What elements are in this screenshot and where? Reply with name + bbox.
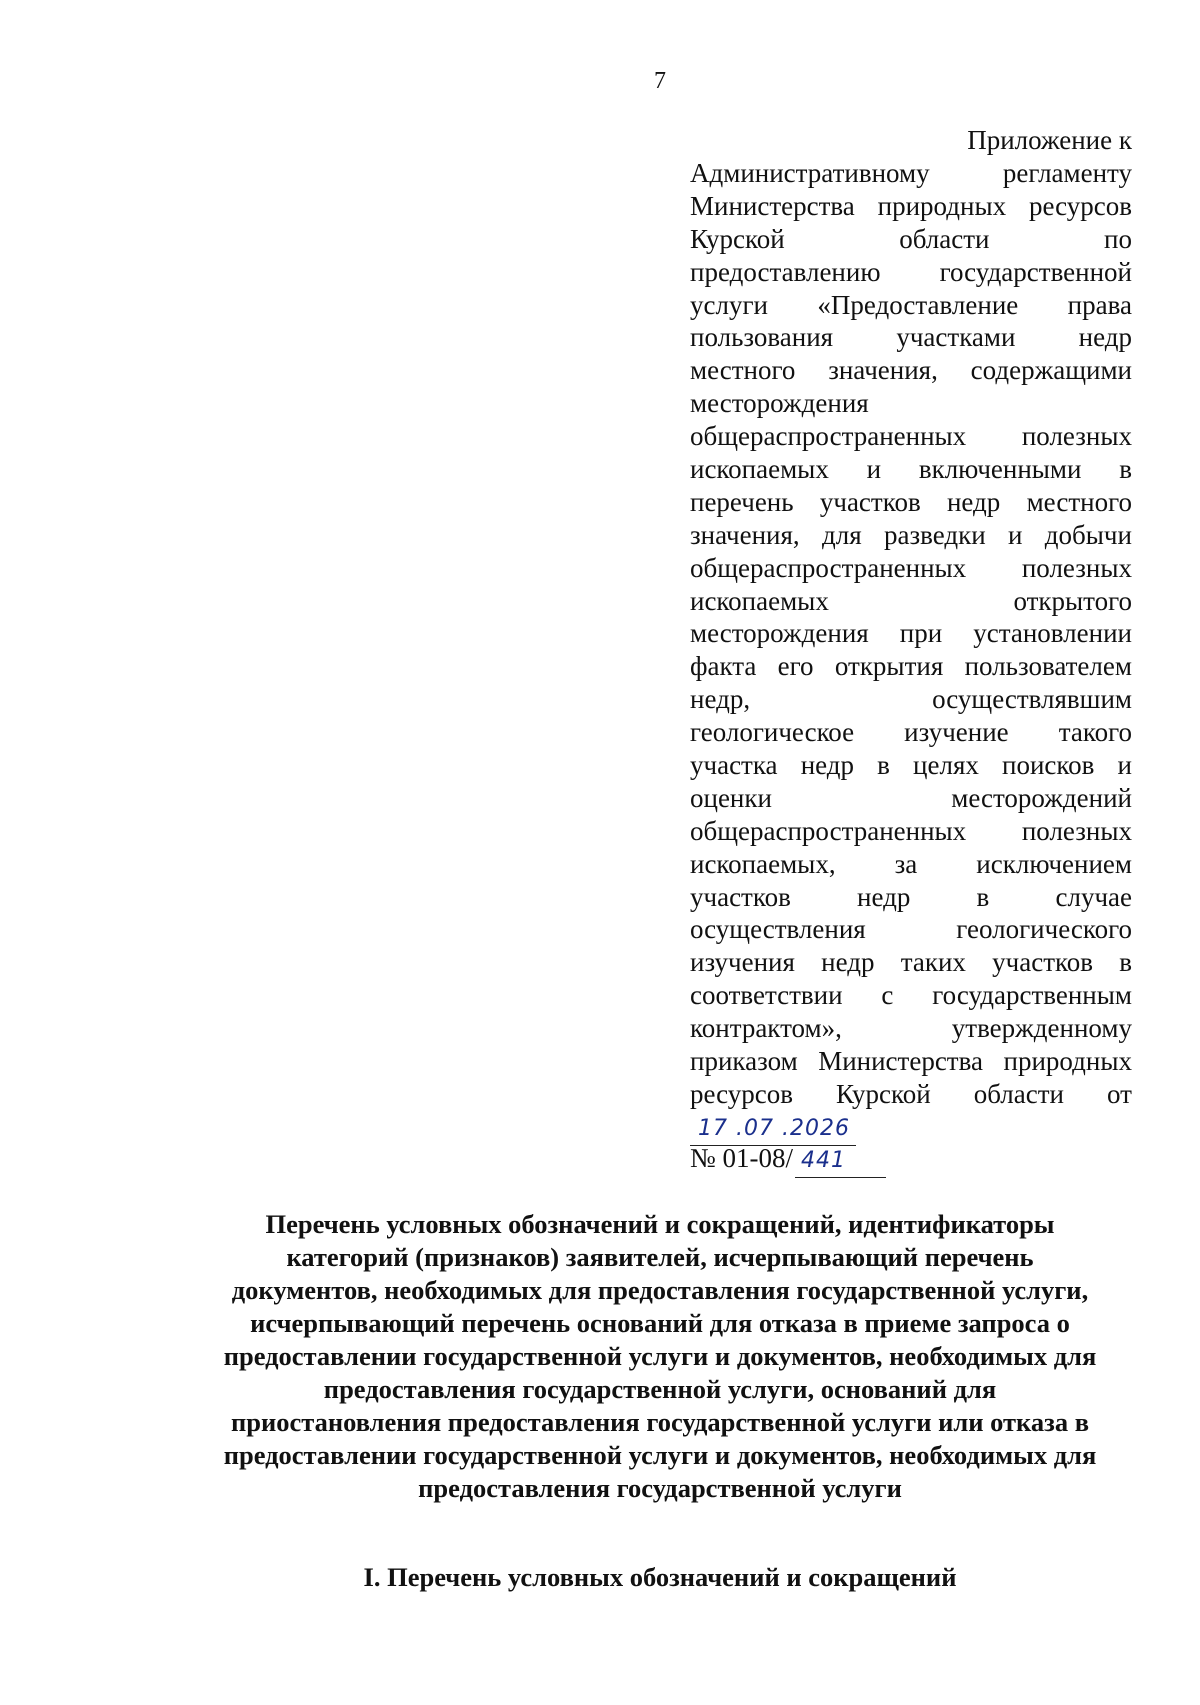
appendix-word: для bbox=[822, 519, 862, 550]
document-title bbox=[160, 1208, 1160, 1505]
appendix-word: Административному bbox=[690, 158, 930, 188]
appendix-word: таких bbox=[900, 947, 966, 978]
appendix-line bbox=[690, 486, 1132, 519]
appendix-word: поисков bbox=[1002, 750, 1095, 781]
appendix-word: в bbox=[1119, 947, 1132, 978]
appendix-word: с bbox=[881, 980, 894, 1011]
appendix-word: недр bbox=[857, 881, 911, 912]
appendix-word: изучения bbox=[690, 947, 795, 978]
appendix-word: местного bbox=[690, 355, 796, 386]
appendix-word: исключением bbox=[976, 848, 1132, 879]
appendix-word: Министерства bbox=[818, 1046, 983, 1077]
appendix-word: участка bbox=[690, 750, 778, 781]
title-line: категорий (признаков) заявителей, исчерпывающий перечень bbox=[286, 1242, 1034, 1272]
appendix-word: услуги bbox=[690, 289, 768, 320]
appendix-line bbox=[690, 519, 1132, 552]
appendix-word: перечень bbox=[690, 486, 794, 517]
appendix-word: ископаемых, bbox=[690, 848, 836, 879]
appendix-word: от bbox=[1107, 1078, 1132, 1109]
handwritten-date: 17 .07 .2026 bbox=[690, 1113, 856, 1146]
appendix-word: государственным bbox=[932, 980, 1132, 1011]
appendix-line bbox=[690, 749, 1132, 782]
appendix-word: целях bbox=[913, 750, 979, 781]
appendix-word: добычи bbox=[1044, 519, 1132, 550]
appendix-word: по bbox=[1104, 223, 1132, 254]
appendix-line bbox=[690, 650, 1132, 683]
appendix-line bbox=[690, 223, 1132, 256]
appendix-word: недр bbox=[946, 486, 1001, 517]
appendix-word: предоставлению bbox=[690, 256, 881, 287]
appendix-word: общераспространенных bbox=[690, 552, 967, 583]
appendix-word: геологического bbox=[956, 914, 1132, 945]
appendix-word: установлении bbox=[973, 618, 1132, 649]
appendix-word: осуществлявшим bbox=[932, 684, 1132, 715]
appendix-word: при bbox=[899, 618, 943, 649]
appendix-word: и bbox=[1117, 750, 1132, 781]
appendix-word: участков bbox=[992, 947, 1093, 978]
title-line: документов, необходимых для предоставления государственной услуги, bbox=[231, 1275, 1089, 1305]
appendix-word: соответствии bbox=[690, 980, 843, 1011]
appendix-word: участков bbox=[690, 881, 791, 912]
section-title: I. Перечень условных обозначений и сокращений bbox=[363, 1562, 957, 1592]
handwritten-order-number: 441 bbox=[795, 1145, 886, 1178]
appendix-word: месторождений bbox=[951, 782, 1132, 813]
appendix-word: государственной bbox=[939, 256, 1132, 287]
appendix-line bbox=[690, 1012, 1132, 1045]
appendix-word: открытия bbox=[834, 651, 944, 682]
appendix-line bbox=[690, 321, 1132, 354]
appendix-line bbox=[690, 387, 1132, 420]
appendix-word: общераспространенных bbox=[690, 815, 967, 846]
appendix-word: ресурсов bbox=[1028, 190, 1132, 221]
appendix-word: факта bbox=[690, 651, 757, 682]
appendix-line bbox=[690, 782, 1132, 815]
appendix-word: и bbox=[866, 454, 882, 485]
appendix-word: полезных bbox=[1021, 815, 1132, 846]
appendix-line bbox=[690, 552, 1132, 585]
appendix-word: геологическое bbox=[690, 717, 855, 748]
title-line: предоставлении государственной услуги и документов, необходимых для bbox=[223, 1440, 1097, 1470]
appendix-word: Курской bbox=[836, 1078, 931, 1109]
appendix-line bbox=[690, 289, 1132, 322]
appendix-word: его bbox=[777, 651, 814, 682]
appendix-word: значения, bbox=[828, 355, 938, 386]
appendix-word: общераспространенных bbox=[690, 421, 967, 452]
appendix-line bbox=[690, 683, 1132, 716]
title-line: предоставления государственной услуги, оснований для bbox=[323, 1374, 997, 1404]
appendix-line bbox=[690, 716, 1132, 749]
appendix-word: недр bbox=[821, 947, 875, 978]
appendix-word: Курской bbox=[690, 223, 785, 254]
appendix-word: области bbox=[899, 223, 990, 254]
appendix-heading: Приложение к bbox=[967, 125, 1132, 155]
appendix-word: значения, bbox=[690, 519, 800, 550]
appendix-word: пользователем bbox=[964, 651, 1132, 682]
appendix-word: недр bbox=[1078, 322, 1132, 353]
title-line: исчерпывающий перечень оснований для отказа в приеме запроса о bbox=[250, 1308, 1070, 1338]
appendix-word: за bbox=[894, 848, 918, 879]
appendix-line bbox=[690, 881, 1132, 914]
order-number-prefix: № 01-08/ bbox=[690, 1143, 794, 1173]
appendix-word: включенными bbox=[918, 454, 1082, 485]
appendix-word: утвержденному bbox=[951, 1013, 1132, 1044]
appendix-line bbox=[690, 585, 1132, 618]
appendix-word: случае bbox=[1055, 881, 1132, 912]
appendix-line bbox=[690, 453, 1132, 486]
appendix-word: осуществления bbox=[690, 914, 866, 945]
appendix-word: регламенту bbox=[1002, 158, 1132, 188]
appendix-word: месторождения bbox=[690, 618, 869, 649]
appendix-word: ископаемых bbox=[690, 454, 829, 485]
title-line: Перечень условных обозначений и сокращений, идентификаторы bbox=[265, 1209, 1055, 1239]
appendix-word: такого bbox=[1058, 717, 1132, 748]
appendix-line bbox=[690, 420, 1132, 453]
appendix-line bbox=[690, 617, 1132, 650]
appendix-line bbox=[690, 979, 1132, 1012]
appendix-word: области bbox=[973, 1078, 1064, 1109]
appendix-word: изучение bbox=[904, 717, 1009, 748]
appendix-word: природных bbox=[877, 190, 1007, 221]
title-line: предоставления государственной услуги bbox=[418, 1473, 902, 1503]
appendix-word: приказом bbox=[690, 1046, 798, 1077]
appendix-word: в bbox=[877, 750, 890, 781]
appendix-word: Министерства bbox=[690, 190, 855, 221]
appendix-word: недр bbox=[800, 750, 855, 781]
appendix-word: полезных bbox=[1021, 552, 1132, 583]
appendix-word: в bbox=[976, 881, 990, 912]
appendix-word: участков bbox=[819, 486, 921, 517]
appendix-word: ископаемых bbox=[690, 585, 829, 616]
appendix-line bbox=[690, 1078, 1132, 1111]
appendix-line bbox=[690, 913, 1132, 946]
appendix-word: недр, bbox=[690, 684, 751, 715]
appendix-line bbox=[690, 946, 1132, 979]
page-number: 7 bbox=[654, 68, 666, 94]
appendix-line bbox=[690, 256, 1132, 289]
appendix-word: и bbox=[1008, 519, 1023, 550]
appendix-word: права bbox=[1067, 289, 1132, 320]
title-line: предоставлении государственной услуги и документов, необходимых для bbox=[223, 1341, 1097, 1371]
appendix-line bbox=[690, 815, 1132, 848]
appendix-word: пользования bbox=[690, 322, 834, 353]
appendix-word: в bbox=[1119, 454, 1132, 485]
approval-date-line bbox=[690, 1110, 856, 1146]
appendix-word: полезных bbox=[1021, 421, 1132, 452]
appendix-word: ресурсов bbox=[690, 1078, 794, 1109]
order-number-line bbox=[690, 1142, 886, 1178]
appendix-word: содержащими bbox=[970, 355, 1132, 386]
appendix-line bbox=[690, 190, 1132, 223]
appendix-word: местного bbox=[1026, 486, 1132, 517]
appendix-word: месторождения bbox=[690, 388, 869, 419]
appendix-text-block bbox=[690, 157, 1132, 1111]
appendix-line bbox=[690, 1045, 1132, 1078]
appendix-line bbox=[690, 157, 1132, 190]
appendix-word: природных bbox=[1003, 1046, 1132, 1077]
appendix-word: открытого bbox=[1013, 585, 1132, 616]
appendix-word: «Предоставление bbox=[817, 289, 1019, 320]
appendix-word: участками bbox=[896, 322, 1016, 353]
appendix-word: контрактом», bbox=[690, 1013, 842, 1044]
appendix-line bbox=[690, 354, 1132, 387]
appendix-word: разведки bbox=[883, 519, 986, 550]
title-line: приостановления предоставления государственной услуги или отказа в bbox=[230, 1407, 1090, 1437]
appendix-word: оценки bbox=[690, 782, 772, 813]
appendix-line bbox=[690, 848, 1132, 881]
